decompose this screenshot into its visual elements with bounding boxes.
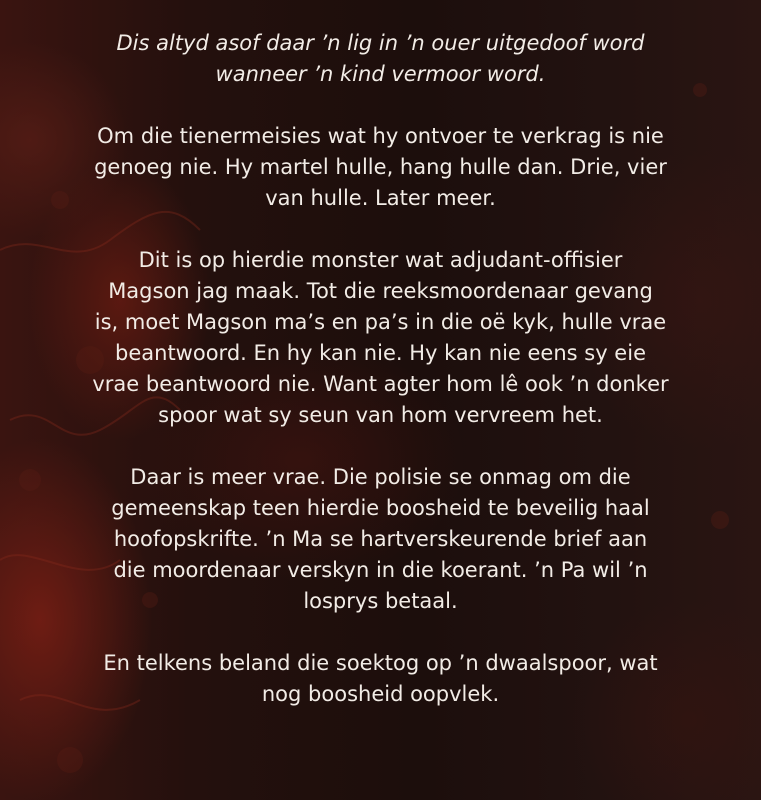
blurb-paragraph-1: Dis altyd asof daar ’n lig in ’n ouer uitgedoof word wanneer ’n kind vermoor word. [116,31,645,86]
blurb-paragraph-2: Om die tienermeisies wat hy ontvoer te verkrag is nie genoeg nie. Hy martel hulle, hang hulle dan. Drie, vier van hulle. Later meer. [94,124,667,210]
blurb-paragraph-5: En telkens beland die soektog op ’n dwaalspoor, wat nog boosheid oopvlek. [103,651,658,706]
blurb-paragraph-4: Daar is meer vrae. Die polisie se onmag om die gemeenskap teen hierdie boosheid te beveilig haal hoofopskrifte. ’n Ma se hartverskeurende brief aan die moordenaar verskyn in die koerant. ’n Pa wil ’n losprys betaal. [111,465,650,613]
blurb-paragraph-3: Dit is op hierdie monster wat adjudant-offisier Magson jag maak. Tot die reeksmoordenaar gevang is, moet Magson ma’s en pa’s in die oë kyk, hulle vrae beantwoord. En hy kan nie. Hy kan nie eens sy eie vrae beantwoord nie. Want agter hom lê ook ’n donker spoor wat sy seun van hom vervreem het. [92,248,669,427]
blurb-text [40,28,721,741]
